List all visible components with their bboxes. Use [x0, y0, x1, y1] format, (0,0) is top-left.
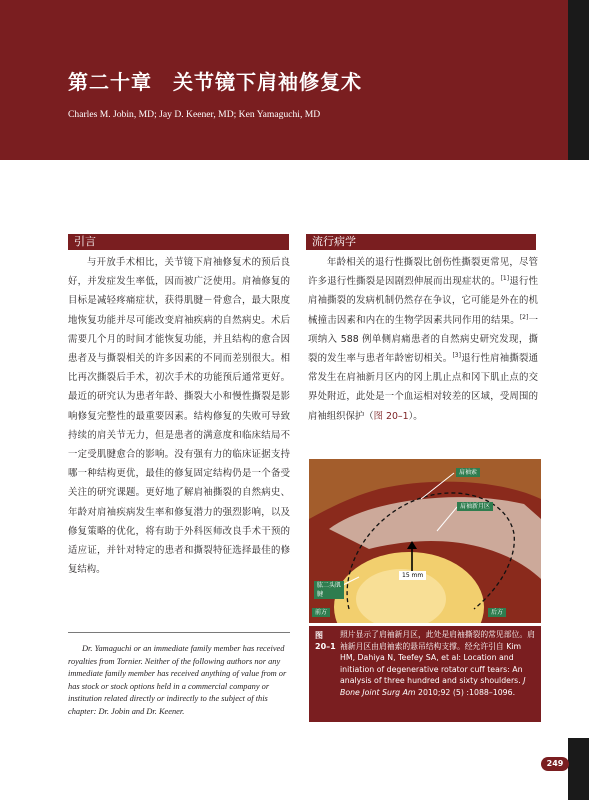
header-edge-tab: [568, 0, 589, 160]
figure-reference-link[interactable]: 图 20–1: [373, 410, 409, 422]
figure-caption: [309, 626, 541, 722]
section-heading-epidemiology: 流行病学: [306, 234, 536, 250]
section-heading-introduction: 引言: [68, 234, 289, 250]
page-number: 249: [541, 757, 569, 771]
reference-2: [2]: [519, 313, 529, 321]
epidemiology-text-4: 退行性肩袖撕裂通常发生在肩袖新月区内的冈上肌止点和冈下肌止点的交界处附近，此处是一个血运相对较差的区域，受周围的肩袖组织保护（: [308, 353, 538, 422]
label-anterior: 前方: [312, 608, 330, 617]
epidemiology-paragraph: [308, 253, 538, 426]
epidemiology-text-1: 年龄相关的退行性撕裂比创伤性撕裂更常见，尽管许多退行性撕裂是因剧烈伸展而出现症状的。: [308, 257, 538, 288]
footnote-divider: [68, 632, 290, 633]
caption-text: [340, 629, 536, 699]
caption-body: 照片显示了肩袖新月区，此处是肩袖撕裂的常见部位。肩袖新月区由肩袖索的悬吊结构支撑。经允许引自 Kim HM, Dahiya N, Teefey SA, et al: Location and initiation of degenerative rotator cuff tears: An analysis of three hundred and sixty shoulders.: [340, 630, 535, 686]
disclosure-footnote: Dr. Yamaguchi or an immediate family member has received royalties from Tornier. Neither of the following authors nor any immediate family member has received anything of value from or has stock or stock options held in a commercial company or institution related directly or indirectly to the subject of this chapter: Dr. Jobin and Dr. Keener.: [68, 644, 287, 716]
label-rotator-cable: 肩袖索: [456, 468, 480, 477]
reference-1: [1]: [500, 275, 510, 283]
label-rotator-crescent: 肩袖新月区: [457, 502, 493, 511]
caption-label: 图 20–1: [315, 631, 336, 651]
label-posterior: 后方: [488, 608, 506, 617]
epidemiology-text-2: 退行性肩袖撕裂的发病机制仍然存在争议，它可能是外在的机械撞击因素和内在的生物学因素共同作用的结果。: [308, 276, 538, 326]
label-biceps-tendon: 肱二头肌腱: [314, 581, 344, 599]
reference-3: [3]: [452, 351, 461, 359]
arthroscopic-photo-figure: [309, 459, 541, 623]
scale-label: 15 mm: [399, 571, 426, 580]
chapter-authors: Charles M. Jobin, MD; Jay D. Keener, MD; Ken Yamaguchi, MD: [68, 109, 321, 120]
caption-citation: 2010;92 (5) :1088–1096.: [418, 687, 516, 697]
epidemiology-text-5: ）。: [408, 410, 423, 422]
page-edge-tab: [568, 738, 589, 800]
caption-journal: J Bone Joint Surg Am: [340, 676, 526, 697]
introduction-paragraph: 与开放手术相比，关节镜下肩袖修复术的预后良好，并发症发生率低，因而被广泛使用。肩袖修复的目标是减轻疼痛症状，获得肌腱－骨愈合，最大限度地恢复功能并尽可能改变肩袖疾病的自然病史。术后需要几个月的时间才能恢复功能，并且结构的愈合因患者及与撕裂相关的许多因素的不同而差别很大。相比再次撕裂后手术，初次手术的功能预后通常更好。最近的研究认为患者年龄、撕裂大小和慢性撕裂是影响修复完整性的最重要因素。结构修复的失败可导致持续的肩关节无力，但是患者的满意度和临床结局不一定受肌腱愈合的影响。没有强有力的临床证据支持哪一种结构更优，最佳的修复固定结构仍是一个备受关注的研究课题。更好地了解肩袖撕裂的自然病史、年龄对肩袖疾病发生率和修复潜力的强烈影响，以及修复策略的优化，将有助于外科医师改良手术干预的适应证，并针对特定的患者和撕裂特征选择最佳的修复结构。: [68, 257, 290, 576]
chapter-title: 第二十章 关节镜下肩袖修复术: [68, 70, 362, 94]
epidemiology-text-3: 一项纳入 588 例单侧肩痛患者的自然病史研究发现，撕裂的发生率与患者年龄密切相关。: [308, 314, 538, 365]
